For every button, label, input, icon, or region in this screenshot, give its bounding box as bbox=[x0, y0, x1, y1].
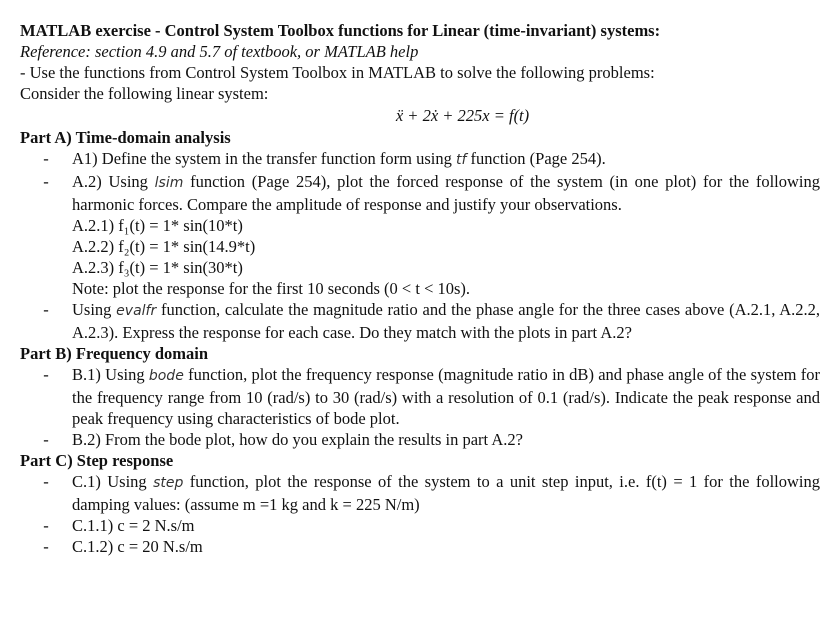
bullet-dash: - bbox=[43, 300, 49, 319]
list-item-c1: - C.1) Using step function, plot the response of the system to a unit step input, i.e. f(t) = 1 for the following damping values: (assume m =1 kg and k = 225 N/m) bbox=[20, 471, 820, 515]
list-item-c11: - C.1.1) c = 2 N.s/m bbox=[20, 515, 820, 536]
intro-text: - Use the functions from Control System Toolbox in MATLAB to solve the following problems: bbox=[20, 63, 655, 82]
list-item-a1: - A1) Define the system in the transfer function form using tf function (Page 254). bbox=[20, 148, 820, 171]
document-title: MATLAB exercise - Control System Toolbox functions for Linear (time-invariant) systems: bbox=[20, 21, 661, 40]
bullet-dash: - bbox=[43, 172, 49, 191]
list-item-a3: - Using evalfr function, calculate the magnitude ratio and the phase angle for the three cases above (A.2.1, A.2.2, A.2.3). Express the response for each case. Do they match with the plots in part A.2? bbox=[20, 299, 820, 343]
case-a22: A.2.2) f₂(t) = 1* sin(14.9*t) bbox=[72, 237, 256, 256]
system-equation: ẍ + 2ẋ + 225x = f(t) bbox=[395, 106, 530, 125]
bullet-dash: - bbox=[43, 516, 49, 535]
part-c-heading: Part C) Step response bbox=[20, 451, 174, 470]
case-a21: A.2.1) f₁(t) = 1* sin(10*t) bbox=[72, 216, 243, 235]
bullet-dash: - bbox=[43, 149, 49, 168]
part-a-heading: Part A) Time-domain analysis bbox=[20, 128, 231, 147]
function-name-evalfr: evalfr bbox=[116, 303, 157, 319]
function-name-bode: bode bbox=[148, 368, 184, 384]
bullet-dash: - bbox=[43, 537, 49, 556]
function-name-tf: tf bbox=[456, 152, 467, 168]
list-item-a2: - A.2) Using lsim function (Page 254), plot the forced response of the system (in one plot) for the following harmonic forces. Compare the amplitude of response and justify your observations. bbox=[20, 171, 820, 215]
list-item-c12: - C.1.2) c = 20 N.s/m bbox=[20, 536, 820, 557]
list-item-b2: - B.2) From the bode plot, how do you explain the results in part A.2? bbox=[20, 429, 820, 450]
part-b-heading: Part B) Frequency domain bbox=[20, 344, 209, 363]
note-text: Note: plot the response for the first 10 seconds (0 < t < 10s). bbox=[72, 279, 471, 298]
list-item-b1: - B.1) Using bode function, plot the frequency response (magnitude ratio in dB) and phase angle of the system for the frequency range from 10 (rad/s) to 30 (rad/s) with a resolution of 0.1 (rad/s). Indicate the peak response and peak frequency using characteristics of bode plot. bbox=[20, 364, 820, 429]
bullet-dash: - bbox=[43, 365, 49, 384]
function-name-step: step bbox=[153, 475, 184, 491]
bullet-dash: - bbox=[43, 472, 49, 491]
bullet-dash: - bbox=[43, 430, 49, 449]
function-name-lsim: lsim bbox=[154, 175, 184, 191]
case-a23: A.2.3) f₃(t) = 1* sin(30*t) bbox=[72, 258, 243, 277]
reference-text: Reference: section 4.9 and 5.7 of textbook, or MATLAB help bbox=[20, 42, 419, 61]
consider-text: Consider the following linear system: bbox=[20, 84, 269, 103]
